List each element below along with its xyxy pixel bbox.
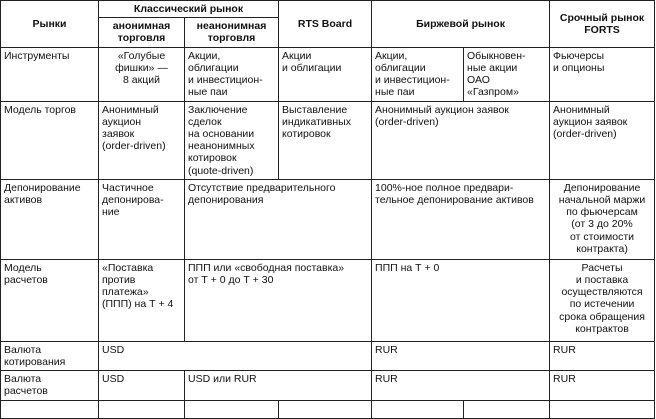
cell-model-rts: Выставление индикативных котировок [279,101,372,179]
cell-instruments-anonymous: «Голубые фишки» — 8 акций [99,47,185,101]
row-settlement-model [1,259,655,341]
cell-model-non-anonymous: Заключение сделок на основании неанонимных котировок (quote-driven) [185,101,279,179]
cell-instruments-exchange-1: Акции, облигации и инвестицион- ные паи [372,47,464,101]
header-anonymous-trading: анонимная торговля [99,18,185,47]
header-non-anonymous-trading: неанонимная торговля [185,18,279,47]
empty-cell [372,400,464,418]
header-exchange-market: Биржевой рынок [372,1,550,48]
cell-deposit-anonymous: Частичное депонирова- ние [99,179,185,259]
empty-cell [1,400,99,418]
cell-settlement-currency-exchange: RUR [372,371,550,400]
cell-quote-currency-forts: RUR [550,341,655,370]
header-forts: Срочный рынок FORTS [550,1,655,48]
header-rts-board: RTS Board [279,1,372,48]
cell-instruments-non-anonymous: Акции, облигации и инвестицион- ные паи [185,47,279,101]
row-empty [1,400,655,418]
cell-quote-currency-exchange: RUR [372,341,550,370]
row-asset-deposit [1,179,655,259]
cell-model-anonymous: Анонимный аукцион заявок (order-driven) [99,101,185,179]
empty-cell [185,400,279,418]
cell-deposit-forts: Депонирование начальной маржи по фьючерсам (от 3 до 20% от стоимости контракта) [550,179,655,259]
row-trading-model [1,101,655,179]
cell-settlement-currency-non-anonymous-rts: USD или RUR [185,371,372,400]
header-markets: Рынки [1,1,99,48]
cell-settlement-currency-forts: RUR [550,371,655,400]
empty-cell [99,400,185,418]
row-label-instruments: Инструменты [1,47,99,101]
header-classic-market: Классический рынок [99,1,279,18]
cell-settlement-non-anonymous-rts: ППП или «свободная поставка» от Т + 0 до Т + 30 [185,259,372,341]
row-settlement-currency [1,371,655,400]
cell-model-exchange: Анонимный аукцион заявок (order-driven) [372,101,550,179]
row-quote-currency [1,341,655,370]
cell-settlement-exchange: ППП на Т + 0 [372,259,550,341]
cell-instruments-exchange-2: Обыкновен- ные акции ОАО «Газпром» [464,47,550,101]
row-instruments [1,47,655,101]
row-label-trading-model: Модель торгов [1,101,99,179]
row-label-quote-currency: Валюта котирования [1,341,99,370]
cell-model-forts: Анонимный аукцион заявок (order-driven) [550,101,655,179]
row-label-settlement-model: Модель расчетов [1,259,99,341]
cell-quote-currency-classic-rts: USD [99,341,372,370]
cell-instruments-forts: Фьючерсы и опционы [550,47,655,101]
cell-deposit-non-anonymous-rts: Отсутствие предварительного депонирования [185,179,372,259]
header-row-1 [1,1,655,18]
cell-instruments-rts: Акции и облигации [279,47,372,101]
empty-cell [550,400,655,418]
empty-cell [279,400,372,418]
cell-deposit-exchange: 100%-ное полное предвари- тельное депонирование активов [372,179,550,259]
row-label-settlement-currency: Валюта расчетов [1,371,99,400]
row-label-asset-deposit: Депонирование активов [1,179,99,259]
cell-settlement-anonymous: «Поставка против платежа» (ППП) на Т + 4 [99,259,185,341]
empty-cell [464,400,550,418]
cell-settlement-currency-anonymous: USD [99,371,185,400]
cell-settlement-forts: Расчеты и поставка осуществляются по истечении срока обращения контрактов [550,259,655,341]
